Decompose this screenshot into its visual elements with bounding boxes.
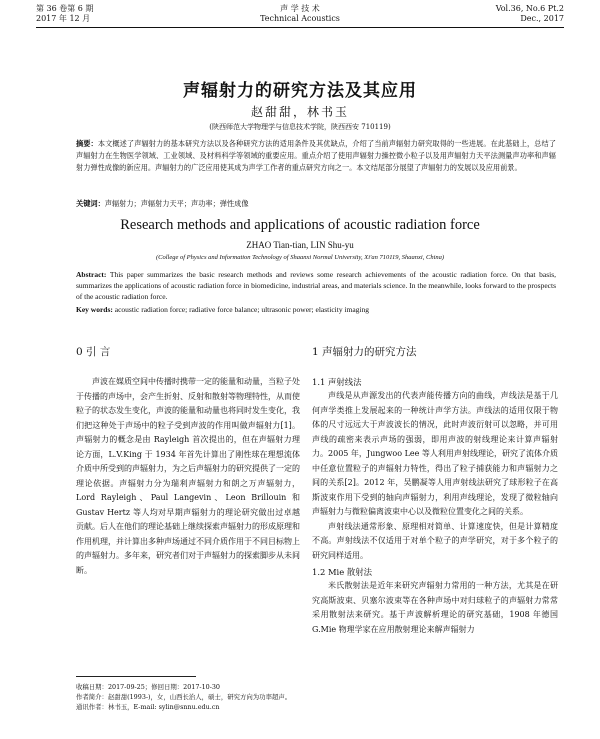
paper-title-en: Research methods and applications of acoustic radiation force: [120, 217, 480, 233]
authors-en: ZHAO Tian-tian, LIN Shu-yu: [246, 240, 354, 250]
affiliation-cn: (陕西师范大学物理学与信息技术学院，陕西西安 710119): [209, 123, 391, 131]
journal-date-cn: 2017 年 12 月: [36, 14, 91, 23]
keywords-cn-label: 关键词：: [76, 199, 105, 208]
abstract-en-label: Abstract:: [76, 270, 107, 279]
ray-method-paragraph-1: 声线是从声源发出的代表声能传播方向的曲线，声线法是基于几何声学类推上发展起来的一种统计声学方法。声线法的适用仅限于物体的尺寸远远大于声波波长的情况，此时声波衍射可以忽略，并可用声线的疏密来表示声场的强弱，即用声波的射线理论来计算声辐射力。2005 年，Jungwoo Lee 等人利用声射线理论，研究了流体介质中任意位置粒子的声辐射力特性，得出了粒子捕获能力和声辐射力之间的关系[2]。2012 年，吴鹏凝等人用声射线法研究了球形粒子在高斯波束作用下受到的轴向声辐射力，利用声线理论，发现了微粒轴向声辐射力与微粒偏离波束中心以及微粒位置变化之间的关系。: [312, 391, 558, 516]
footnote-received: 收稿日期：2017-09-25；修回日期：2017-10-30: [76, 683, 220, 691]
abstract-cn-text: 本文概述了声辐射力的基本研究方法以及各种研究方法的适用条件及其优缺点，介绍了当前声辐射力研究取得的一些进展。在此基础上，总结了声辐射力在生物医学领域、工业领域、及材料科学等领域的重要应用。重点介绍了使用声辐射力操控微小粒子以及用声辐射力天平法测量声功率和声辐射力弹性成像的新应用。声辐射力的广泛应用使其成为声学工作者的重点研究方向之一。本文结尾部分展望了声辐射力的发展以及应用前景。: [76, 139, 556, 172]
authors-cn: 赵甜甜，林书玉: [250, 105, 349, 119]
intro-paragraph: 声波在媒质空间中传播时携带一定的能量和动量，当粒子处于传播的声场中，会产生折射、反射和散射等物理特性，从而使粒子的状态发生变化，声波的能量和动量也将同时发生变化，我们把这种处于声场中的粒子受到声波的作用叫做声辐射力[1]。声辐射力的概念是由 Rayleigh 首次提出的，但在声辐射力理论方面，L.V.King 于 1934 年首先计算出了刚性球在理想流体介质中所受到的声辐射力，为之后声辐射力的研究提供了一定的理论依据。声辐射力分为瑞利声辐射力和朗之万声辐射力，Lord Rayleigh、Paul Langevin、Leon Brillouin 和 Gustav Hertz 等人均对早期声辐射力的理论研究做出过卓越贡献。后人在他们的理论基础上继续探索声辐射力的形成原理和作用机理，并计算出多种声场通过不同介质作用于不同目标物上的声辐射力。多年来，研究者们对于声辐射力的探索脚步从未间断。: [76, 377, 300, 575]
abstract-en-text: This paper summarizes the basic research methods and reviews some research achievements of the acoustic radiation force. On that basis, summarizes the applications of acoustic radiation force in biomedicine, industrial areas, and materials science. In the meanwhile, looks forward to the prospects of the acoustic radiation force.: [76, 270, 556, 301]
footnote-author-bio: 作者简介：赵甜甜(1993-)，女，山西长治人，硕士，研究方向为功率超声。: [76, 693, 292, 701]
ray-method-paragraph-2: 声射线法通常形象、原理相对简单、计算速度快，但是计算精度不高。声射线法不仅适用于对单个粒子的声学研究，对于多个粒子的研究同样适用。: [312, 521, 558, 560]
affiliation-en: (College of Physics and Information Technology of Shaanxi Normal University, Xi'an 710119, Shaanxi, China): [155, 254, 445, 261]
subsection-heading-mie: 1.2 Mie 散射法: [312, 567, 372, 577]
journal-volume-cn: 第 36 卷第 6 期: [36, 4, 94, 13]
abstract-en: [76, 269, 556, 302]
right-column: [312, 345, 558, 637]
section-heading-introduction: 0 引 言: [76, 346, 111, 358]
journal-name-cn: 声 学 技 术: [280, 4, 320, 13]
paper-title-cn: 声辐射力的研究方法及其应用: [183, 81, 417, 101]
footnotes: [76, 682, 300, 712]
footnote-contact: 通讯作者：林书玉，E-mail: sylin@snnu.edu.cn: [76, 703, 220, 711]
header-divider: [36, 27, 564, 28]
left-column: [76, 345, 300, 578]
running-header: [36, 4, 564, 26]
keywords-en-text: acoustic radiation force; radiative force balance; ultrasonic power; elasticity imaging: [112, 305, 370, 314]
mie-method-paragraph: 米氏散射法是近年来研究声辐射力常用的一种方法，尤其是在研究高斯波束、贝塞尔波束等在各种声场中对归球粒子的声辐射力常常采用散射法来研究。基于声波解析理论的研究基础，1908 年德国 G.Mie 物理学家在应用散射理论来解声辐射力: [312, 581, 558, 634]
keywords-cn-text: 声辐射力；声辐射力天平；声功率；弹性成像: [104, 199, 249, 208]
footnote-divider: [76, 676, 196, 677]
keywords-en: [76, 304, 556, 315]
journal-volume-en: Vol.36, No.6 Pt.2: [495, 4, 564, 13]
subsection-heading-ray: 1.1 声射线法: [312, 377, 362, 387]
journal-date-en: Dec., 2017: [520, 14, 564, 23]
keywords-cn: [76, 198, 556, 210]
keywords-en-label: Key words:: [76, 305, 113, 314]
journal-name-en: Technical Acoustics: [260, 14, 340, 23]
section-heading-methods: 1 声辐射力的研究方法: [312, 346, 417, 358]
abstract-cn: [76, 138, 556, 174]
header-right: [496, 4, 564, 24]
abstract-cn-label: 摘要：: [76, 139, 98, 148]
header-center: [36, 4, 564, 24]
